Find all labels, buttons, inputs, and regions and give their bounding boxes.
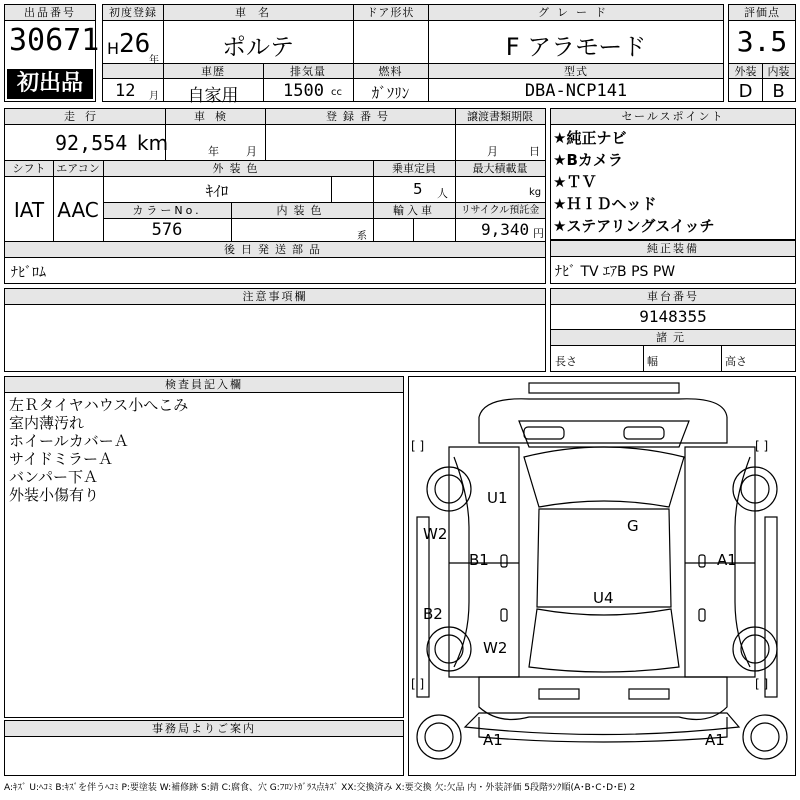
first-reg-label: 初度登録 [109, 6, 157, 19]
capacity-unit: 人 [437, 187, 448, 200]
int-color-unit: 系 [357, 231, 367, 242]
history: 自家用 [187, 86, 239, 106]
sales-point-item: ★ＴＶ [553, 173, 597, 191]
inspector-note-line: ホイールカバーＡ [9, 432, 129, 450]
era-letter: H [107, 39, 120, 58]
bracket-right: [ ] [755, 439, 769, 453]
year-unit: 年 [149, 55, 159, 66]
chassis-box [550, 288, 796, 372]
displacement-label: 排気量 [290, 65, 326, 78]
inspector-notes [9, 396, 188, 504]
damage-mark-g: G [627, 517, 639, 535]
later-parts: ﾅﾋﾞﾛﾑ [11, 265, 46, 281]
mileage-unit: km [137, 131, 169, 155]
fuel-label: 燃料 [378, 65, 403, 78]
damage-mark-u1: U1 [487, 489, 508, 507]
inspector-note-line: 外装小傷有り [9, 486, 100, 504]
sales-points-label: セールスポイント [551, 109, 795, 125]
displacement: 1500 [283, 81, 324, 101]
transfer-month-unit: 月 [487, 145, 498, 158]
bracket-right-rear: [ ] [755, 677, 769, 691]
damage-mark-u4: U4 [593, 589, 614, 607]
height-label: 高さ [725, 355, 747, 368]
exterior-grade-label: 外装 [734, 65, 757, 78]
first-reg-month: 12 [115, 81, 136, 101]
details-grid [4, 108, 546, 284]
model-code: DBA-NCP141 [524, 81, 628, 101]
later-parts-label: 後日発送部品 [224, 243, 326, 256]
score-label: 評価点 [744, 6, 780, 19]
ext-color: ｷｲﾛ [205, 182, 229, 200]
max-load-unit: kg [529, 187, 542, 198]
score: 3.5 [736, 25, 788, 58]
legend: A:ｷｽﾞ U:ﾍｺﾐ B:ｷｽﾞを伴うﾍｺﾐ P:要塗装 W:補修跡 S:錆 C:腐食、穴 G:ﾌﾛﾝﾄｶﾞﾗｽ点ｷｽﾞ XX:交換済み X:要交換 欠:欠品 内・外装評価 5段階ﾗﾝｸ順(A･B･C･D･E) 2 [4, 783, 636, 793]
recycle-fee: 9,340 [481, 220, 530, 239]
inspector-note-line: 室内薄汚れ [9, 414, 85, 432]
inspector-note-line: サイドミラーＡ [9, 450, 113, 468]
damage-mark-b2: B2 [423, 605, 443, 623]
car-outline-diagram [409, 377, 795, 775]
ac-label: エアコン [56, 162, 100, 175]
sales-point-item: ★ステアリングスイッチ [553, 217, 715, 235]
shift-label: シフト [12, 162, 46, 175]
office-box [4, 720, 404, 776]
max-load-label: 最大積載量 [472, 162, 528, 175]
inspection-label: 車検 [194, 110, 236, 123]
lot-number-box [4, 4, 100, 102]
lot-number-label: 出品番号 [5, 5, 95, 21]
car-name-label: 車名 [235, 6, 281, 19]
damage-mark-b1: B1 [469, 551, 489, 569]
color-no-label: カラーNo. [132, 204, 202, 217]
damage-mark-w2-left: W2 [423, 525, 448, 543]
damage-mark-a1-rear-right: A1 [705, 731, 725, 749]
door-label: ドア形状 [366, 6, 415, 19]
transfer-day-unit: 日 [529, 145, 540, 158]
exterior-grade: D [738, 81, 753, 102]
header-grid [102, 4, 724, 106]
ac: AAC [57, 198, 99, 222]
era-year: 26 [119, 29, 151, 59]
shift: IAT [13, 198, 45, 222]
month-unit: 月 [149, 91, 159, 102]
inspector-box [4, 376, 404, 718]
bracket-left: [ ] [411, 439, 425, 453]
mileage: 92,554 [55, 131, 128, 155]
damage-mark-a1-right: A1 [717, 551, 737, 569]
equipment-box [550, 240, 796, 284]
sales-points-list [553, 127, 715, 237]
chassis-number: 9148355 [639, 307, 707, 326]
bracket-left-rear: [ ] [411, 677, 425, 691]
recycle-label: リサイクル預託金 [460, 205, 540, 216]
recycle-unit: 円 [533, 227, 544, 240]
equipment-label: 純正装備 [551, 241, 795, 257]
inspection-year-unit: 年 [208, 145, 219, 158]
inspector-label: 検査員記入欄 [5, 377, 403, 393]
inspection-month-unit: 月 [246, 145, 257, 158]
capacity-label: 乗車定員 [392, 162, 436, 175]
fuel: ｶﾞｿﾘﾝ [371, 84, 410, 102]
interior-grade-label: 内装 [767, 65, 790, 78]
dims-label: 諸元 [656, 331, 690, 344]
length-label: 長さ [555, 355, 577, 368]
interior-grade: B [772, 81, 785, 102]
score-box [728, 4, 796, 102]
lot-number: 30671 [9, 23, 100, 58]
equipment-value: ﾅﾋﾞ TV ｴｱB PS PW [555, 264, 676, 280]
grade-label: グレード [538, 6, 614, 19]
damage-mark-a1-rear-left: A1 [483, 731, 503, 749]
office-label: 事務局よりご案内 [5, 721, 403, 737]
car-diagram [408, 376, 796, 776]
notes-box [4, 288, 546, 372]
int-color-label: 内装色 [276, 204, 328, 217]
transfer-deadline-label: 譲渡書類期限 [467, 110, 533, 123]
notes-label: 注意事項欄 [5, 289, 545, 305]
chassis-label: 車台番号 [551, 289, 795, 305]
width-label: 幅 [647, 355, 658, 368]
grade: F アラモード [505, 33, 647, 61]
color-no: 576 [151, 220, 183, 240]
reg-number-label: 登録番号 [326, 110, 394, 123]
sales-points-box [550, 108, 796, 240]
displacement-unit: cc [331, 87, 342, 98]
mileage-label: 走行 [64, 110, 106, 123]
inspector-note-line: バンパー下Ａ [9, 468, 98, 486]
model-code-label: 型式 [564, 65, 588, 78]
history-label: 車歴 [201, 65, 225, 78]
sales-point-item: ★Bカメラ [553, 151, 623, 169]
capacity: 5 [413, 180, 423, 198]
sales-point-item: ★純正ナビ [553, 129, 627, 147]
car-name: ポルテ [222, 33, 294, 61]
damage-mark-w2-rear: W2 [483, 639, 508, 657]
ext-color-label: 外装色 [212, 162, 264, 175]
first-listing-badge: 初出品 [7, 69, 93, 99]
import-label: 輸入車 [393, 204, 435, 217]
sales-point-item: ★ＨＩＤヘッド [553, 195, 657, 213]
inspector-note-line: 左Ｒタイヤハウス小へこみ [9, 396, 189, 414]
